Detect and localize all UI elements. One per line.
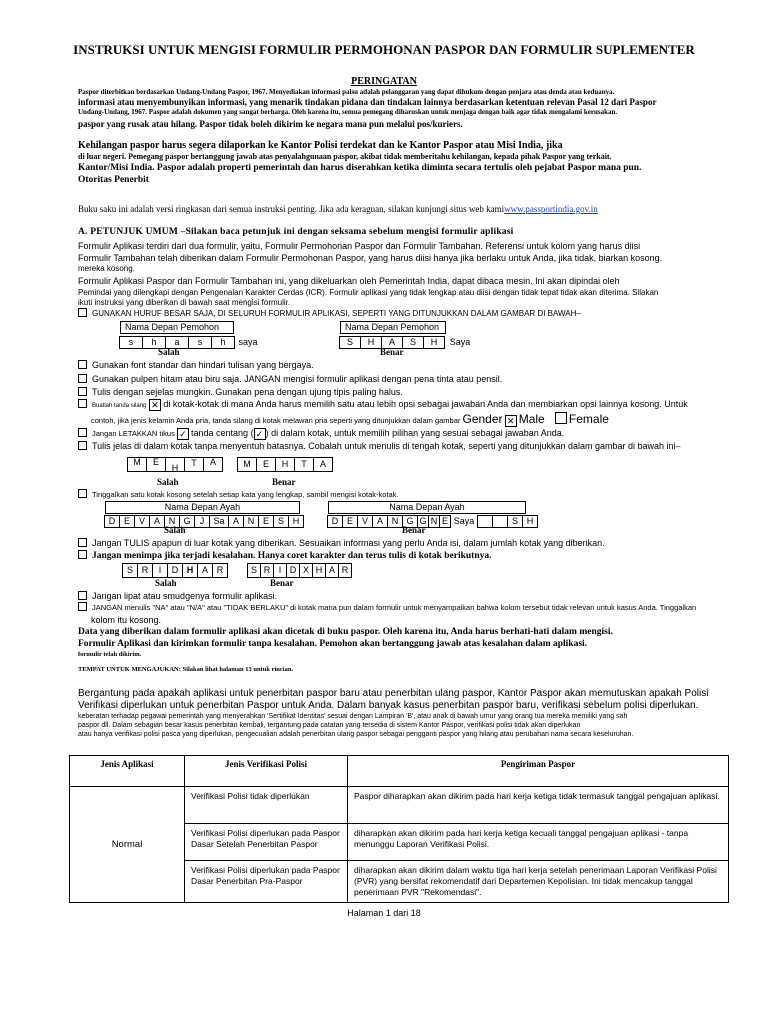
warning-heading: PERINGATAN [351, 76, 417, 87]
char-box [477, 515, 493, 528]
bullet-box-icon [78, 399, 87, 408]
char-box: A [228, 515, 244, 528]
char-box: R [212, 563, 228, 578]
example-shash-right [340, 321, 476, 349]
label-right: Benar [402, 525, 426, 535]
instr-cross [78, 398, 758, 427]
father-name-label: Nama Depan Ayah [105, 501, 300, 514]
char-box: E [342, 515, 358, 528]
instr-group-1 [78, 359, 502, 400]
tick-box-icon: ✓ [254, 428, 266, 440]
example-mehta-right [238, 457, 333, 472]
table-header: Pengiriman Paspor [348, 756, 729, 787]
instr-group-3 [78, 590, 758, 626]
bullet-box-icon [78, 428, 87, 437]
closing-line: formulir telah dikirim. [78, 651, 142, 658]
instr-text: Tulis jelas di dalam kotak tanpa menyentuh batasnya. Cobalah untuk menulis di tengah kotak, seperti yang ditunjukkan dalam gambar di bawah ini– [92, 441, 681, 451]
warning-line: Paspor diterbitkan berdasarkan Undang-Undang Paspor, 1967. Menyediakan informasi palsu adalah pelanggaran yang dapat dihukum dengan penjara atau denda atau keduanya. [78, 88, 615, 96]
char-box: S [507, 515, 523, 528]
para-line: Formulir Tambahan telah diberikan dalam Formulir Permohonan Paspor, yang harus diisi hanya jika berlaku untuk Anda, jika tidak, biarkan kosong. [78, 252, 663, 263]
warning-line: informasi atau menyembunyikan informasi, yang menarik tindakan pidana dan tindakan lainnya berdasarkan ketentuan relevan Pasal 12 dari Paspor [78, 97, 657, 107]
bullet-box-icon [78, 591, 87, 600]
website-link[interactable]: www.passportindia.gov.in [504, 204, 598, 214]
verification-cell: Verifikasi Polisi tidak diperlukan [185, 787, 348, 824]
instr-text: Buatlah tanda silang [92, 403, 147, 409]
police-block [78, 688, 750, 739]
instr-fold [78, 590, 758, 602]
closing-block [78, 626, 758, 674]
instr-blank [78, 489, 399, 499]
instr-capital [78, 308, 581, 319]
char-box: H [522, 515, 538, 528]
instr-text: Jangan TULIS apapun di luar kotak yang diberikan. Sesuaikan informasi yang perlu Anda isi, dalam jumlah kotak yang diberikan. [92, 538, 605, 548]
char-box: I [152, 563, 168, 578]
table-header-row [70, 756, 729, 787]
example-mehta-wrong [128, 457, 223, 472]
char-box: T [294, 457, 314, 472]
char-box: a [165, 336, 189, 349]
lost-line: Kehilangan paspor harus segera dilaporkan ke Kantor Polisi terdekat dan ke Kantor Paspor atau Misi India, jika [78, 140, 563, 151]
verification-cell: Verifikasi Polisi diperlukan pada Paspor Dasar Setelah Penerbitan Paspor [185, 824, 348, 861]
lost-line: di luar negeri. Pemegang paspor bertanggung jawab atas penyalahgunaan paspor, akibat tidak memberitahu kehilangan, kepada pihak Paspor yang terkait. [78, 152, 612, 161]
char-box: A [372, 515, 388, 528]
example-sridhar-right [248, 563, 352, 578]
char-box: Sa [209, 515, 229, 528]
char-box: A [381, 336, 403, 349]
char-box: S [247, 563, 261, 578]
table-row [70, 787, 729, 824]
example-shash-wrong [120, 321, 262, 349]
instr-text: tanda centang ( [191, 428, 254, 438]
char-box: A [197, 563, 213, 578]
char-box: R [260, 563, 274, 578]
char-box: s [119, 336, 143, 349]
first-name-label: Nama Depan Pemohon [120, 321, 234, 334]
char-box: D [327, 515, 343, 528]
instr-group-2 [78, 537, 605, 563]
char-box: H [288, 515, 304, 528]
bullet-box-icon [78, 374, 87, 383]
closing-line: Data yang diberikan dalam formulir aplikasi akan dicetak di buku paspor. Oleh karena itu, Anda harus berhati-hati dalam mengisi. [78, 627, 613, 637]
char-box: A [203, 457, 223, 472]
instr-text: Tulis dengan sejelas mungkin. Gunakan pena dengan ujung tipis paling halus. [92, 387, 403, 397]
char-box: D [167, 563, 183, 578]
char-box: M [127, 457, 147, 472]
bullet-box-icon [78, 489, 87, 498]
label-right: Benar [380, 347, 404, 357]
cross-box-icon: ✕ [505, 415, 517, 427]
instr-text: ) di dalam kotak, untuk memilih pilihan yang sesuai sebagai jawaban Anda. [265, 428, 565, 438]
page-number: Halaman 1 dari 18 [347, 908, 421, 918]
char-box: T [184, 457, 204, 472]
char-box: V [134, 515, 150, 528]
summary-note [78, 204, 758, 214]
char-box: R [137, 563, 153, 578]
bullet-box-icon [78, 441, 87, 450]
delivery-cell: diharapkan akan dikirim pada hari kerja ketiga kecuali tanggal pengajuan aplikasi - tanpa menunggu Laporan Verifikasi Polisi. [348, 824, 729, 861]
empty-box-icon [555, 412, 567, 424]
lost-line: Otoritas Penerbit [78, 175, 149, 185]
instr-text: di kotak-kotak di mana Anda harus memilih satu atau lebih opsi sebagai jawaban Anda dan membiarkan opsi lainnya kosong. Untuk [163, 399, 688, 409]
lost-line: Kantor/Misi India. Paspor adalah properti pemerintah dan harus diserahkan ketika diminta secara tertulis oleh pejabat Paspor mana pun. [78, 163, 642, 173]
warning-line: Undang-Undang, 1967. Paspor adalah dokumen yang sangat berharga. Oleh karena itu, semua pemegang diharuskan untuk menjaga dengan baik agar tidak mengalami kerusakan. [78, 108, 618, 116]
label-right: Benar [270, 578, 294, 588]
female-label: Female [568, 412, 609, 426]
char-box: A [313, 457, 333, 472]
police-line: paspor dll. Dalam sebagian besar kasus penerbitan kembali, tergantung pada catatan yang tersedia di sistem Kantor Paspor, verifikasi polisi tidak akan diperlukan [78, 722, 581, 729]
section-a-heading: A. PETUNJUK UMUM –Silakan baca petunjuk ini dengan seksama sebelum mengisi formulir aplikasi [78, 227, 514, 237]
application-type-cell: Normal [70, 787, 185, 903]
char-box: G [417, 515, 429, 528]
tick-box-icon: ✓ [177, 428, 189, 440]
example-sridhar-wrong [123, 563, 228, 578]
instr-text: Tinggalkan satu kotak kosong setelah setiap kata yang lengkap, sambil mengisi kotak-kotak. [92, 490, 399, 499]
char-box: M [237, 457, 257, 472]
char-box: H [312, 563, 326, 578]
example-devang-wrong [105, 501, 304, 528]
label-wrong: Salah [158, 347, 180, 357]
char-box: S [402, 336, 424, 349]
instr-text: contoh, jika jenis kelamin Anda pria, tanda silang di kotak melawan pria seperti yang ditunjukkan dalam gambar [91, 416, 461, 425]
instr-na-cont: kolom itu kosong. [91, 615, 162, 625]
char-box: H [360, 336, 382, 349]
gender-label: Gender [462, 412, 503, 426]
char-box: h [142, 336, 166, 349]
warning-line: paspor yang rusak atau hilang. Paspor tidak boleh dikirim ke negara mana pun melalui pos/kuriers. [78, 119, 463, 129]
char-box: H [275, 457, 295, 472]
char-box: s [188, 336, 212, 349]
instr-outside [78, 537, 605, 550]
police-line: keberatan terhadap pegawai pemerintah yang menyerahkan 'Sertifikat Identitas' sesuai dengan Lampiran 'B', atau anak di bawah umur yang orang tua mereka memiliki yang sah [78, 713, 628, 720]
char-box: S [122, 563, 138, 578]
label-wrong: Salah [157, 477, 179, 487]
char-box: G [179, 515, 195, 528]
para-line: ikuti instruksi yang diberikan di bawah saat mengisi formulir. [78, 297, 291, 307]
char-box: H [165, 457, 185, 472]
char-box [492, 515, 508, 528]
char-box: J [194, 515, 210, 528]
warning-block [78, 88, 758, 130]
label-right: Benar [272, 477, 296, 487]
closing-line: Formulir Aplikasi dan kirimkan formulir tanpa kesalahan. Pemohon akan bertanggung jawab atas kesalahan dalam aplikasi. [78, 639, 588, 649]
instr-text: Jangan LETAKKAN tikus [92, 429, 175, 438]
char-box: H [182, 563, 198, 578]
instr-text: Jangan lipat atau smudgenya formulir aplikasi. [92, 591, 278, 601]
male-label: Male [518, 412, 545, 426]
char-outside: Saya [449, 337, 471, 347]
page-title: INSTRUKSI UNTUK MENGISI FORMULIR PERMOHONAN PASPOR DAN FORMULIR SUPLEMENTER [73, 42, 695, 57]
char-box: N [428, 515, 440, 528]
bullet-box-icon [78, 602, 87, 611]
delivery-table [69, 755, 729, 903]
instr-font [78, 359, 502, 373]
para-line: Formulir Aplikasi Paspor dan Formulir Tambahan ini, yang dikeluarkan oleh Pemerintah India, dapat dibaca mesin. Ini akan dipindai oleh [78, 276, 620, 286]
instr-text: GUNAKAN HURUF BESAR SAJA, DI SELURUH FORMULIR APLIKASI, SEPERTI YANG DITUNJUKKAN DALAM GAMBAR DI BAWAH– [92, 309, 581, 318]
char-box: A [149, 515, 165, 528]
verification-cell: Verifikasi Polisi diperlukan pada Paspor Dasar Penerbitan Pra-Paspor [185, 861, 348, 903]
char-box: D [286, 563, 300, 578]
summary-text: Buku saku ini adalah versi ringkasan dari semua instruksi penting. Jika ada keraguan, silakan kunjungi situs web kami [78, 204, 505, 214]
para-line: mereka kosong. [78, 264, 135, 273]
police-line: Bergantung pada apakah aplikasi untuk penerbitan paspor baru atau penerbitan ulang paspor, Kantor Paspor akan memutuskan apakah Polisi [78, 688, 709, 699]
para-line: Pemindai yang dilengkapi dengan Pengenalan Karakter Cerdas (ICR). Formulir aplikasi yang tidak lengkap atau diisi dengan tidak tepat tidak akan diterima. Silakan [78, 287, 659, 297]
char-box: A [325, 563, 339, 578]
char-box: h [211, 336, 235, 349]
instr-text: Gunakan pulpen hitam atau biru saja. JANGAN mengisi formulir aplikasi dengan pena tinta atau pensil. [92, 373, 503, 384]
char-box: G [402, 515, 418, 528]
father-name-label: Nama Depan Ayah [328, 501, 526, 514]
place-to-apply: TEMPAT UNTUK MENGAJUKAN: Silakan lihat halaman 13 untuk rincian. [78, 666, 294, 673]
char-box: S [339, 336, 361, 349]
police-line: Verifikasi diperlukan untuk penerbitan Paspor untuk Anda. Dalam banyak kasus penerbitan paspor baru, verifikasi sebelum polisi diperlukan. [78, 700, 699, 711]
first-name-label: Nama Depan Pemohon [340, 321, 446, 334]
char-box: E [119, 515, 135, 528]
delivery-cell: Paspor diharapkan akan dikirim pada hari kerja ketiga tidak termasuk tanggal pengajuan aplikasi. [348, 787, 729, 824]
char-box: N [243, 515, 259, 528]
label-wrong: Salah [164, 525, 186, 535]
bullet-box-icon [78, 387, 87, 396]
table-header: Jenis Verifikasi Polisi [185, 756, 348, 787]
char-box: H [423, 336, 445, 349]
char-outside: Saya [453, 516, 475, 526]
instr-text: Jangan menimpa jika terjadi kesalahan. Hanya coret karakter dan terus tulis di kotak berikutnya. [92, 551, 492, 561]
char-box: I [273, 563, 287, 578]
lost-passport-block [78, 140, 758, 186]
bullet-box-icon [78, 308, 87, 317]
char-box: E [258, 515, 274, 528]
char-box: D [104, 515, 120, 528]
bullet-box-icon [78, 538, 87, 547]
char-box: E [439, 515, 451, 528]
char-box: V [357, 515, 373, 528]
section-a-para1 [78, 241, 758, 308]
instr-text: JANGAN menulis "NA" atau "N/A" atau "TIDAK BERLAKU" di kotak mana pun dalam formulir untuk menyampaikan bahwa kolom tersebut tidak relevan untuk kasus Anda. Tinggalkan [92, 603, 697, 612]
para-line: Formulir Aplikasi terdiri dari dua formulir, yaitu, Formulir Permohonan Paspor dan Formulir Tambahan. Referensi untuk kolom yang harus diisi [78, 241, 641, 251]
police-line: atau hanya verifikasi polisi pasca yang diperlukan, pengecualian adalah penerbitan ulang paspor sebagai pengganti paspor yang hilang atau perubahan nama secara keseluruhan. [78, 731, 634, 738]
char-box: X [299, 563, 313, 578]
delivery-cell: diharapkan akan dikirim dalam waktu tiga hari kerja setelah penerimaan Laporan Verifikasi Polisi (PVR) yang bersifat rekomendatif dari Departemen Kepolisian. Ini tidak mencakup tanggal penerimaan PVR "Rekomendasi". [348, 861, 729, 903]
instr-text: Gunakan font standar dan hindari tulisan yang bergaya. [92, 360, 314, 370]
instr-na [78, 602, 758, 614]
instr-pen [78, 373, 502, 387]
label-wrong: Salah [155, 578, 177, 588]
instr-inside [78, 441, 681, 451]
example-devang-right [328, 501, 538, 528]
cross-box-icon: ✕ [149, 399, 161, 411]
bullet-box-icon [78, 360, 87, 369]
instr-tick [78, 428, 564, 440]
bullet-box-icon [78, 550, 87, 559]
char-box: E [256, 457, 276, 472]
char-box: R [338, 563, 352, 578]
char-box: N [164, 515, 180, 528]
char-box: N [387, 515, 403, 528]
char-box: S [273, 515, 289, 528]
instr-overwrite [78, 550, 605, 563]
char-box: E [146, 457, 166, 472]
char-outside: saya [238, 337, 258, 347]
table-header: Jenis Aplikasi [70, 756, 185, 787]
